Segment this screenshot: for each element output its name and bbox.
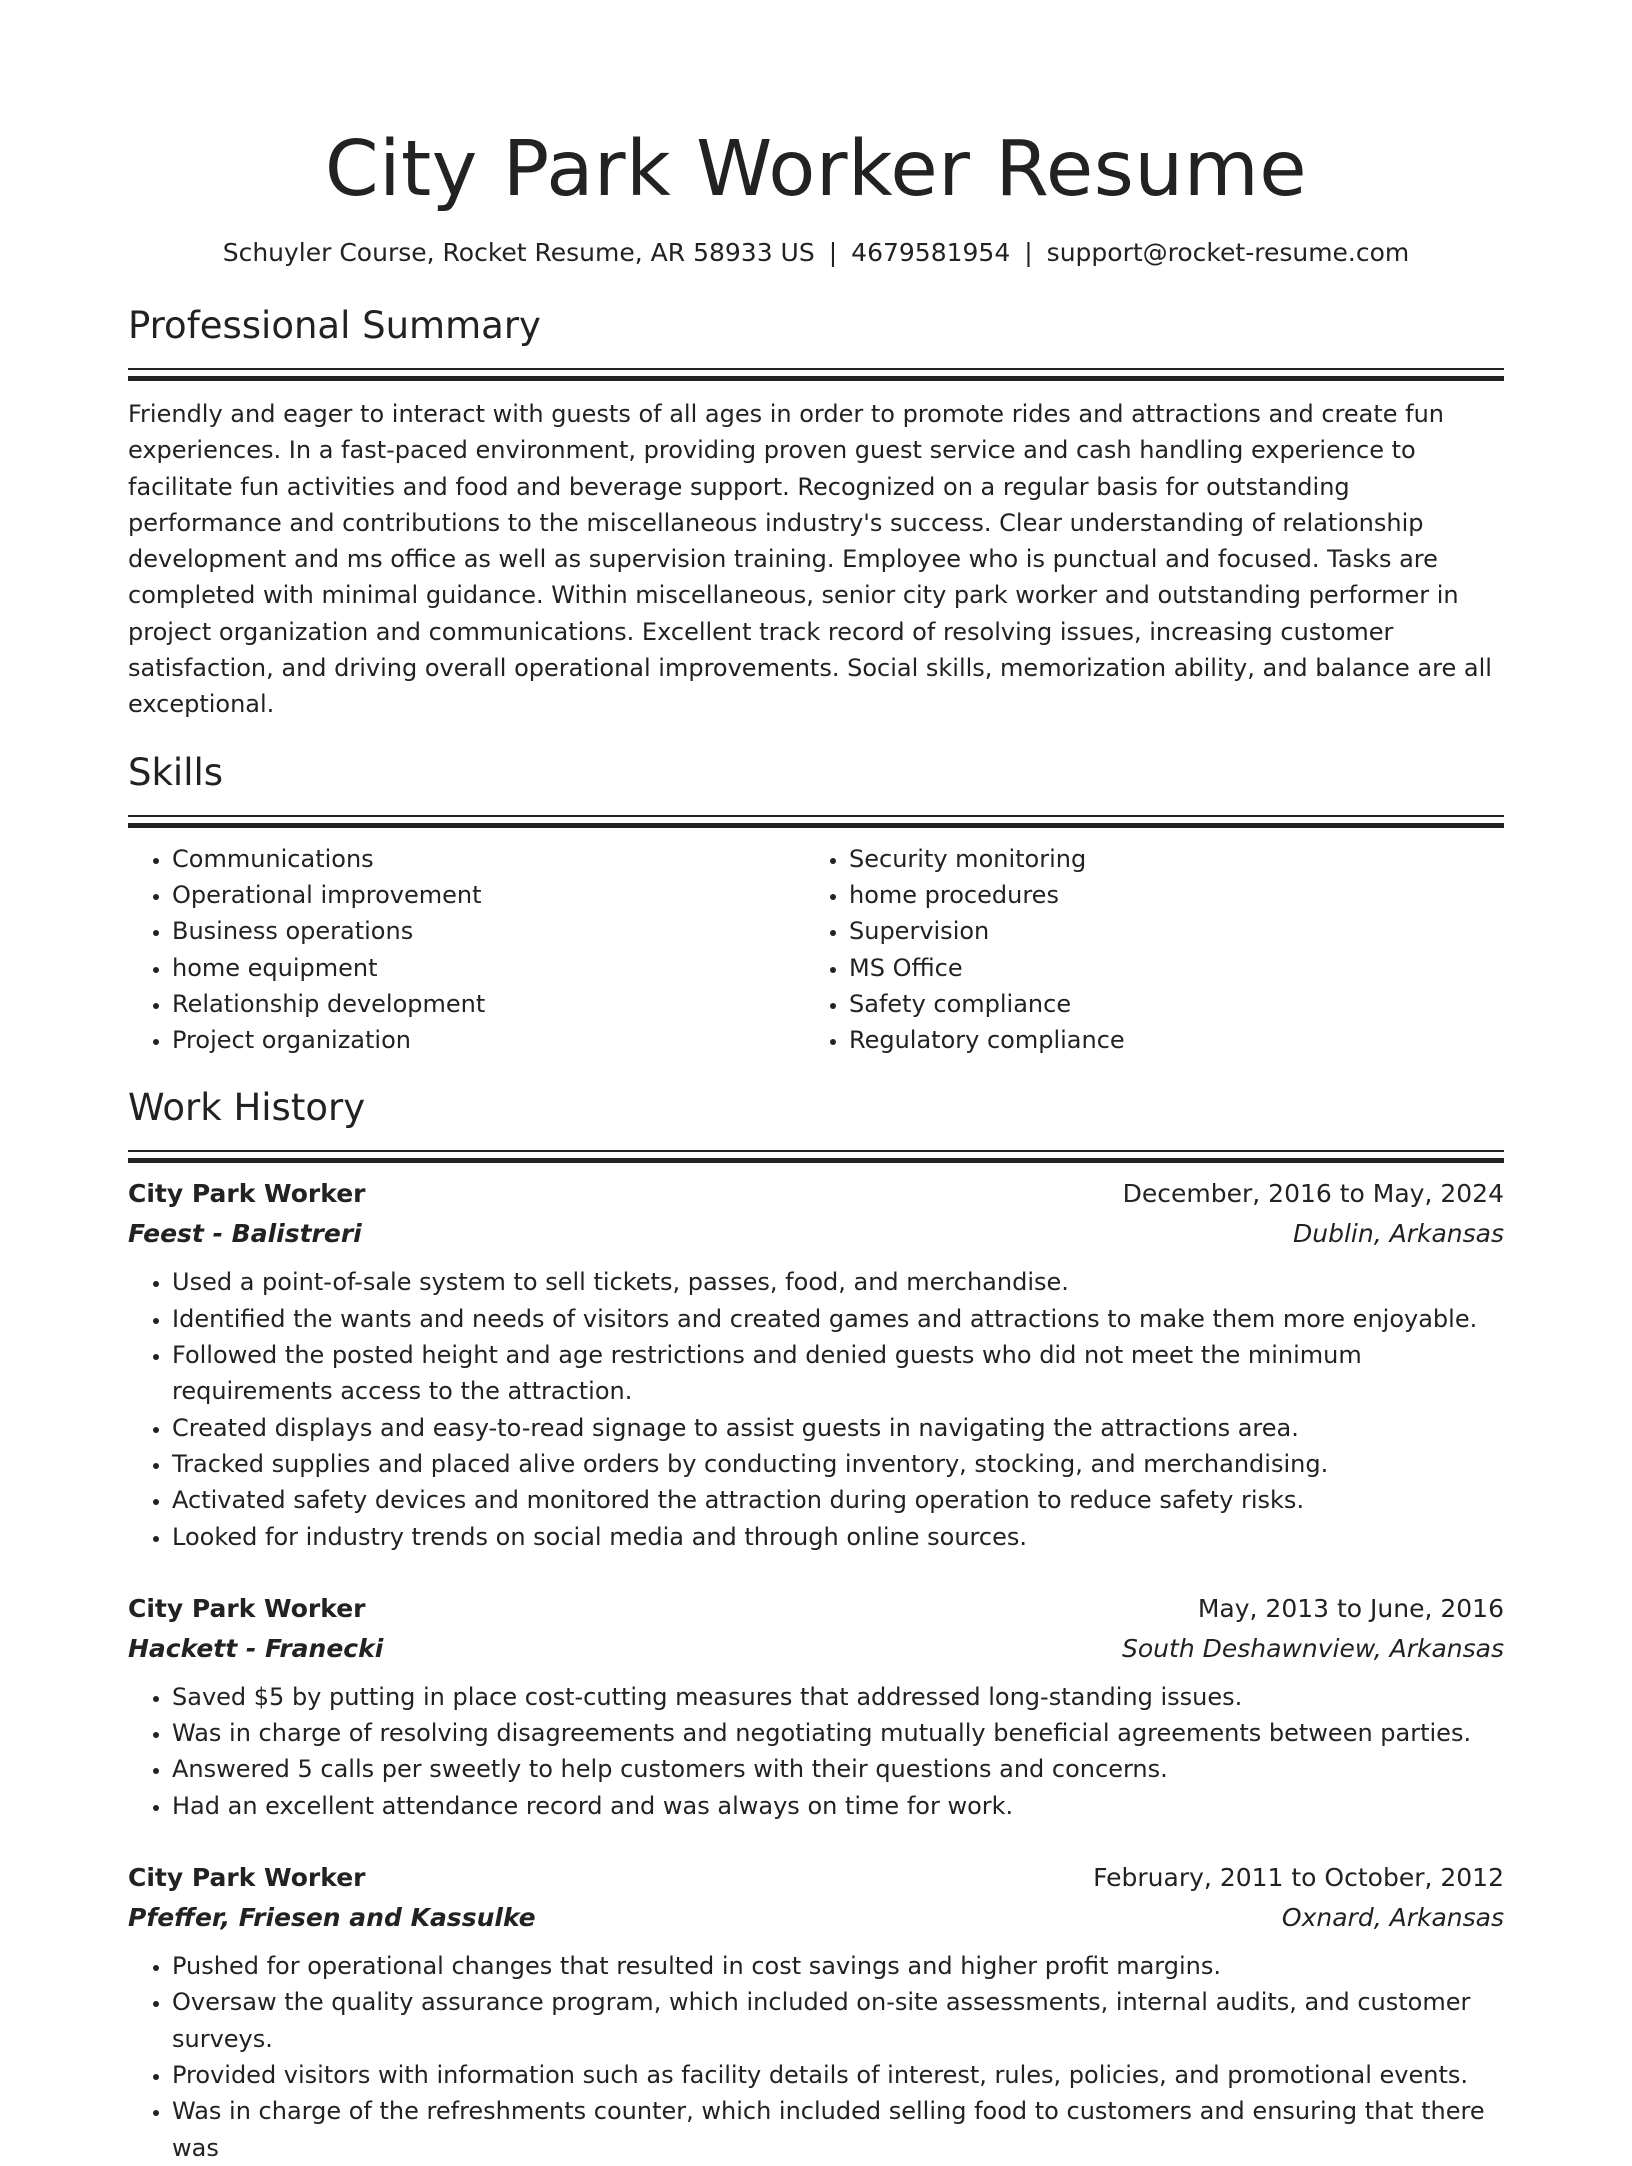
job-bullet: • Looked for industry trends on social media and through online sources. (172, 1519, 1504, 1555)
section-divider (128, 815, 1504, 829)
job-entry (128, 1858, 1504, 2166)
skill-item: • MS Office (849, 950, 1482, 986)
skill-item: • Business operations (172, 913, 805, 949)
job-bullet: • Oversaw the quality assurance program, which included on-site assessments, internal audits, and customer surveys. (172, 1984, 1504, 2057)
job-header (128, 1858, 1504, 1898)
skill-item: • Communications (172, 841, 805, 877)
resume-title: City Park Worker Resume (324, 125, 1308, 214)
job-subheader (128, 1898, 1504, 1938)
skill-item: • Operational improvement (172, 877, 805, 913)
job-location: Oxnard, Arkansas (1281, 1903, 1504, 1933)
section-divider (128, 1150, 1504, 1164)
job-entry (128, 1589, 1504, 1824)
job-dates: May, 2013 to June, 2016 (1197, 1593, 1504, 1623)
skill-item: • Regulatory compliance (849, 1022, 1482, 1058)
skill-item: • Relationship development (172, 986, 805, 1022)
job-dates: February, 2011 to October, 2012 (1093, 1863, 1504, 1893)
section-divider (128, 368, 1504, 382)
skills-column-left (128, 841, 805, 1059)
job-title: City Park Worker (128, 1179, 366, 1209)
contact-separator: | (828, 238, 838, 267)
skill-item: • Security monitoring (849, 841, 1482, 877)
job-bullet: • Had an excellent attendance record and was always on time for work. (172, 1788, 1504, 1824)
work-heading: Work History (128, 1086, 366, 1130)
job-dates: December, 2016 to May, 2024 (1122, 1179, 1504, 1209)
job-title: City Park Worker (128, 1593, 366, 1623)
job-bullet: • Was in charge of the refreshments counter, which included selling food to customers and ensuring that there was (172, 2093, 1504, 2166)
summary-text: Friendly and eager to interact with guests of all ages in order to promote rides and attractions and create fun experiences. In a fast-paced environment, providing proven guest service and cash handling experience to facilitate fun activities and food and beverage support. Recognized on a regular basis for outstanding performance and contributions to the miscellaneous industry's success. Clear understanding of relationship development and ms office as well as supervision training. Employee who is punctual and focused. Tasks are completed with minimal guidance. Within miscellaneous, senior city park worker and outstanding performer in project organization and communications. Excellent track record of resolving issues, increasing customer satisfaction, and driving overall operational improvements. Social skills, memorization ability, and balance are all exceptional. (128, 400, 1492, 719)
job-bullets (128, 1679, 1504, 1824)
skills-column-right (805, 841, 1482, 1059)
job-bullet: • Pushed for operational changes that resulted in cost savings and higher profit margins. (172, 1948, 1504, 1984)
job-bullet: • Followed the posted height and age restrictions and denied guests who did not meet the minimum requirements access to the attraction. (172, 1337, 1504, 1410)
skills-heading: Skills (128, 750, 224, 794)
contact-email[interactable]: support@rocket-resume.com (1046, 238, 1410, 267)
contact-address: Schuyler Course, Rocket Resume, AR 58933 US (222, 238, 815, 267)
job-header (128, 1589, 1504, 1629)
skill-item: • Safety compliance (849, 986, 1482, 1022)
job-subheader (128, 1214, 1504, 1254)
job-bullet: • Saved $5 by putting in place cost-cutting measures that addressed long-standing issues. (172, 1679, 1504, 1715)
job-bullet: • Activated safety devices and monitored the attraction during operation to reduce safety risks. (172, 1482, 1504, 1518)
job-bullets (128, 1264, 1504, 1554)
job-bullet: • Used a point-of-sale system to sell tickets, passes, food, and merchandise. (172, 1264, 1504, 1300)
job-company: Hackett - Franecki (128, 1633, 384, 1663)
job-bullet: • Answered 5 calls per sweetly to help customers with their questions and concerns. (172, 1751, 1504, 1787)
job-title: City Park Worker (128, 1863, 366, 1893)
resume-page (128, 0, 1504, 2166)
summary-section-header (128, 304, 1504, 382)
skill-item: • Supervision (849, 913, 1482, 949)
contact-phone: 4679581954 (851, 238, 1011, 267)
job-bullet: • Created displays and easy-to-read signage to assist guests in navigating the attractions area. (172, 1410, 1504, 1446)
contact-separator: | (1024, 238, 1033, 267)
work-section-header (128, 1086, 1504, 1164)
job-bullet: • Tracked supplies and placed alive orders by conducting inventory, stocking, and merchandising. (172, 1446, 1504, 1482)
job-bullet: • Was in charge of resolving disagreements and negotiating mutually beneficial agreements between parties. (172, 1715, 1504, 1751)
skill-item: • Project organization (172, 1022, 805, 1058)
job-subheader (128, 1629, 1504, 1669)
job-company: Pfeffer, Friesen and Kassulke (128, 1903, 536, 1933)
skill-item: • home procedures (849, 877, 1482, 913)
skill-item: • home equipment (172, 950, 805, 986)
job-bullet: • Provided visitors with information such as facility details of interest, rules, policies, and promotional events. (172, 2057, 1504, 2093)
summary-heading: Professional Summary (128, 304, 541, 347)
job-location: Dublin, Arkansas (1293, 1219, 1504, 1249)
job-location: South Deshawnview, Arkansas (1122, 1633, 1504, 1663)
contact-line (128, 236, 1504, 270)
job-header (128, 1174, 1504, 1214)
job-company: Feest - Balistreri (128, 1219, 362, 1249)
skills-list (128, 841, 1504, 1059)
job-bullet: • Identified the wants and needs of visitors and created games and attractions to make them more enjoyable. (172, 1301, 1504, 1337)
job-entry (128, 1174, 1504, 1554)
job-bullets (128, 1948, 1504, 2166)
skills-section-header (128, 751, 1504, 829)
